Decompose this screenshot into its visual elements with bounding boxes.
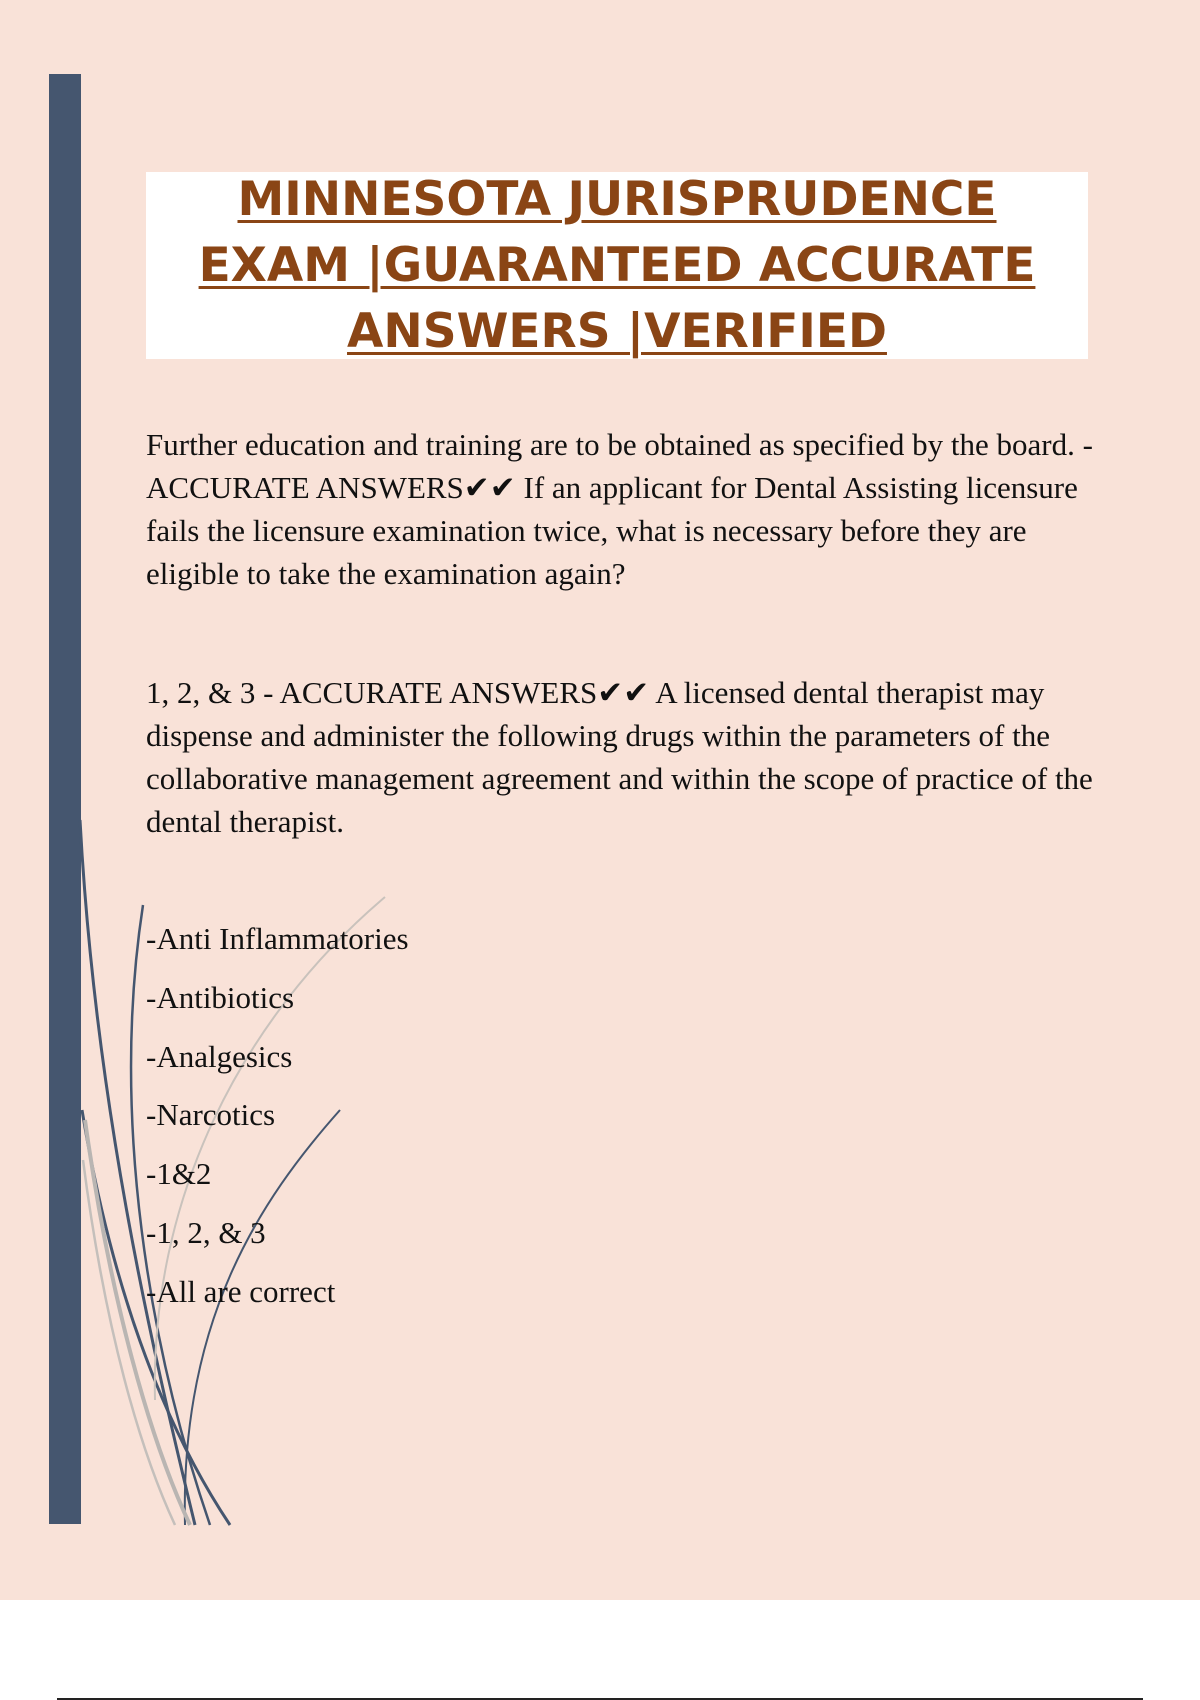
option-item: -Antibiotics (146, 979, 295, 1015)
option-item: -Analgesics (146, 1038, 293, 1074)
option-item: -Narcotics (146, 1097, 276, 1133)
option-item: -1&2 (146, 1156, 212, 1192)
option-item: -Anti Inflammatories (146, 921, 409, 956)
paragraph-1: Further education and training are to be obtained as specified by the board. - ACCURATE ANSWERS✔✔ If an applicant for Dental Assisting licensure fails the licensure examination twice, what is necessary before they are eligible to take the examination again? (146, 427, 1093, 591)
decorative-side-bar (49, 74, 81, 1524)
title-box (146, 172, 1088, 359)
answer-options-list (146, 915, 409, 1327)
option-item: -1, 2, & 3 (146, 1214, 266, 1250)
document-title: MINNESOTA JURISPRUDENCE EXAM |GUARANTEED ACCURATE ANSWERS |VERIFIED (198, 171, 1036, 359)
option-item: -All are correct (146, 1273, 336, 1309)
paragraph-2: 1, 2, & 3 - ACCURATE ANSWERS✔✔ A licensed dental therapist may dispense and administer the following drugs within the parameters of the collaborative management agreement and within the scope of practice of the dental therapist. (146, 675, 1093, 839)
